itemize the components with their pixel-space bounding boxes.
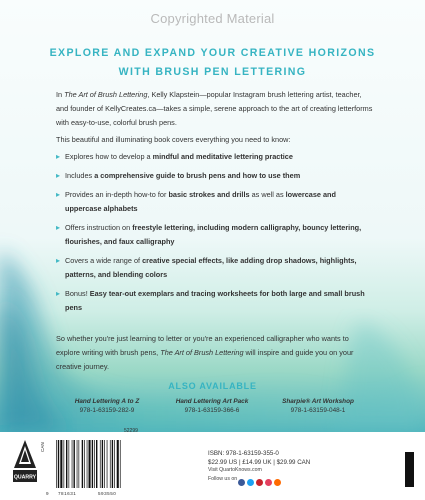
book-title: The Art of Brush Lettering (64, 90, 148, 99)
also-isbn: 978-1-63159-282-9 (79, 407, 135, 414)
copyright-watermark: Copyrighted Material (150, 11, 275, 26)
also-title: Sharpie® Art Workshop (282, 398, 354, 405)
barcode-digits-mid: 781631 (58, 491, 77, 496)
also-title: Hand Lettering Art Pack (175, 398, 249, 405)
also-isbn: 978-1-63159-366-6 (184, 407, 240, 414)
barcode-bar (58, 440, 59, 488)
intro-paragraph: In The Art of Brush Lettering, Kelly Klapstein—popular Instagram brush lettering artist, teacher, and founder of KellyCreates.ca—takes a simple, serene approach to the art of creating letterforms with easy-to-use, colorful brush pens. (56, 90, 373, 127)
barcode-bar (64, 440, 65, 488)
barcode-digits-right: 593550 (98, 491, 117, 496)
feature-item: ▸ Offers instruction on freestyle lettering, including modern calligraphy, bouncy lettering, flourishes, and faux calligraphy (56, 223, 362, 246)
website-line: Visit QuartoKnows.com (208, 467, 262, 473)
barcode (52, 438, 132, 490)
barcode-bar (120, 440, 121, 488)
barcode-price-code: 52299 (124, 428, 138, 434)
publisher-logo-text: QUARRY (13, 474, 37, 481)
follow-us-line: Follow us on (208, 476, 238, 482)
blog-icon (274, 479, 281, 486)
bullet-icon: ▸ (56, 256, 61, 265)
book-title: The Art of Brush Lettering (160, 348, 244, 357)
publisher-logo-icon (12, 438, 38, 488)
barcode-bar (84, 440, 85, 488)
barcode-side-label: CAN (40, 442, 45, 452)
price-line: $22.99 US | £14.99 UK | $29.99 CAN (208, 459, 311, 466)
lead-sentence: This beautiful and illuminating book covers everything you need to know: (56, 135, 291, 144)
bullet-icon: ▸ (56, 152, 61, 161)
bullet-icon: ▸ (56, 190, 61, 199)
barcode-bar (100, 440, 101, 488)
also-available-item (152, 397, 272, 415)
barcode-bar (112, 440, 113, 488)
feature-list (56, 150, 374, 320)
barcode-bar (117, 440, 119, 488)
barcode-bar (87, 440, 88, 488)
feature-item: ▸ Includes a comprehensive guide to brush pens and how to use them (56, 169, 374, 183)
also-title: Hand Lettering A to Z (74, 398, 140, 405)
barcode-bar (107, 440, 108, 488)
barcode-bar (94, 440, 95, 488)
black-strip (405, 452, 414, 487)
feature-item: ▸ Bonus! Easy tear-out exemplars and tracing worksheets for both large and small brush pens (56, 289, 365, 312)
bullet-icon: ▸ (56, 289, 61, 298)
isbn-line: ISBN: 978-1-63159-355-0 (208, 450, 279, 457)
feature-item: ▸ Provides an in-depth how-to for basic strokes and drills as well as lowercase and uppercase alphabets (56, 190, 336, 213)
barcode-bar (60, 440, 62, 488)
barcode-bar (82, 440, 83, 488)
twitter-icon (247, 479, 254, 486)
feature-item: ▸ Covers a wide range of creative special effects, like adding drop shadows, highlights, patterns, and blending colors (56, 256, 357, 279)
barcode-bar (77, 440, 78, 488)
also-isbn: 978-1-63159-048-1 (290, 407, 346, 414)
barcode-bar (89, 440, 91, 488)
pinterest-icon (256, 479, 263, 486)
barcode-digits-left: 9 (46, 491, 50, 496)
barcode-bar (92, 440, 93, 488)
bullet-icon: ▸ (56, 171, 61, 180)
barcode-bar (114, 440, 115, 488)
also-available-item (258, 397, 378, 415)
feature-item: ▸ Explores how to develop a mindful and meditative lettering practice (56, 150, 374, 164)
barcode-bar (66, 440, 67, 488)
also-available-item (47, 397, 167, 415)
bullet-icon: ▸ (56, 223, 61, 232)
barcode-bar (96, 440, 97, 488)
headline: EXPLORE AND EXPAND YOUR CREATIVE HORIZONS WITH BRUSH PEN LETTERING (49, 47, 376, 78)
social-icons (238, 474, 283, 492)
also-available-heading: ALSO AVAILABLE (168, 381, 257, 391)
barcode-bar (74, 440, 75, 488)
facebook-icon (238, 479, 245, 486)
closing-paragraph: So whether you're just learning to letter or you're an experienced calligrapher who wants to explore writing with brush pens, The Art of Brush Lettering will inspire and guide you on your creative journey. (56, 334, 354, 371)
barcode-bars (52, 438, 132, 490)
barcode-bar (56, 440, 57, 488)
barcode-bar (110, 440, 111, 488)
barcode-bar (72, 440, 73, 488)
barcode-bar (102, 440, 103, 488)
barcode-bar (69, 440, 70, 488)
instagram-icon (265, 479, 272, 486)
barcode-bar (79, 440, 80, 488)
barcode-bar (104, 440, 105, 488)
